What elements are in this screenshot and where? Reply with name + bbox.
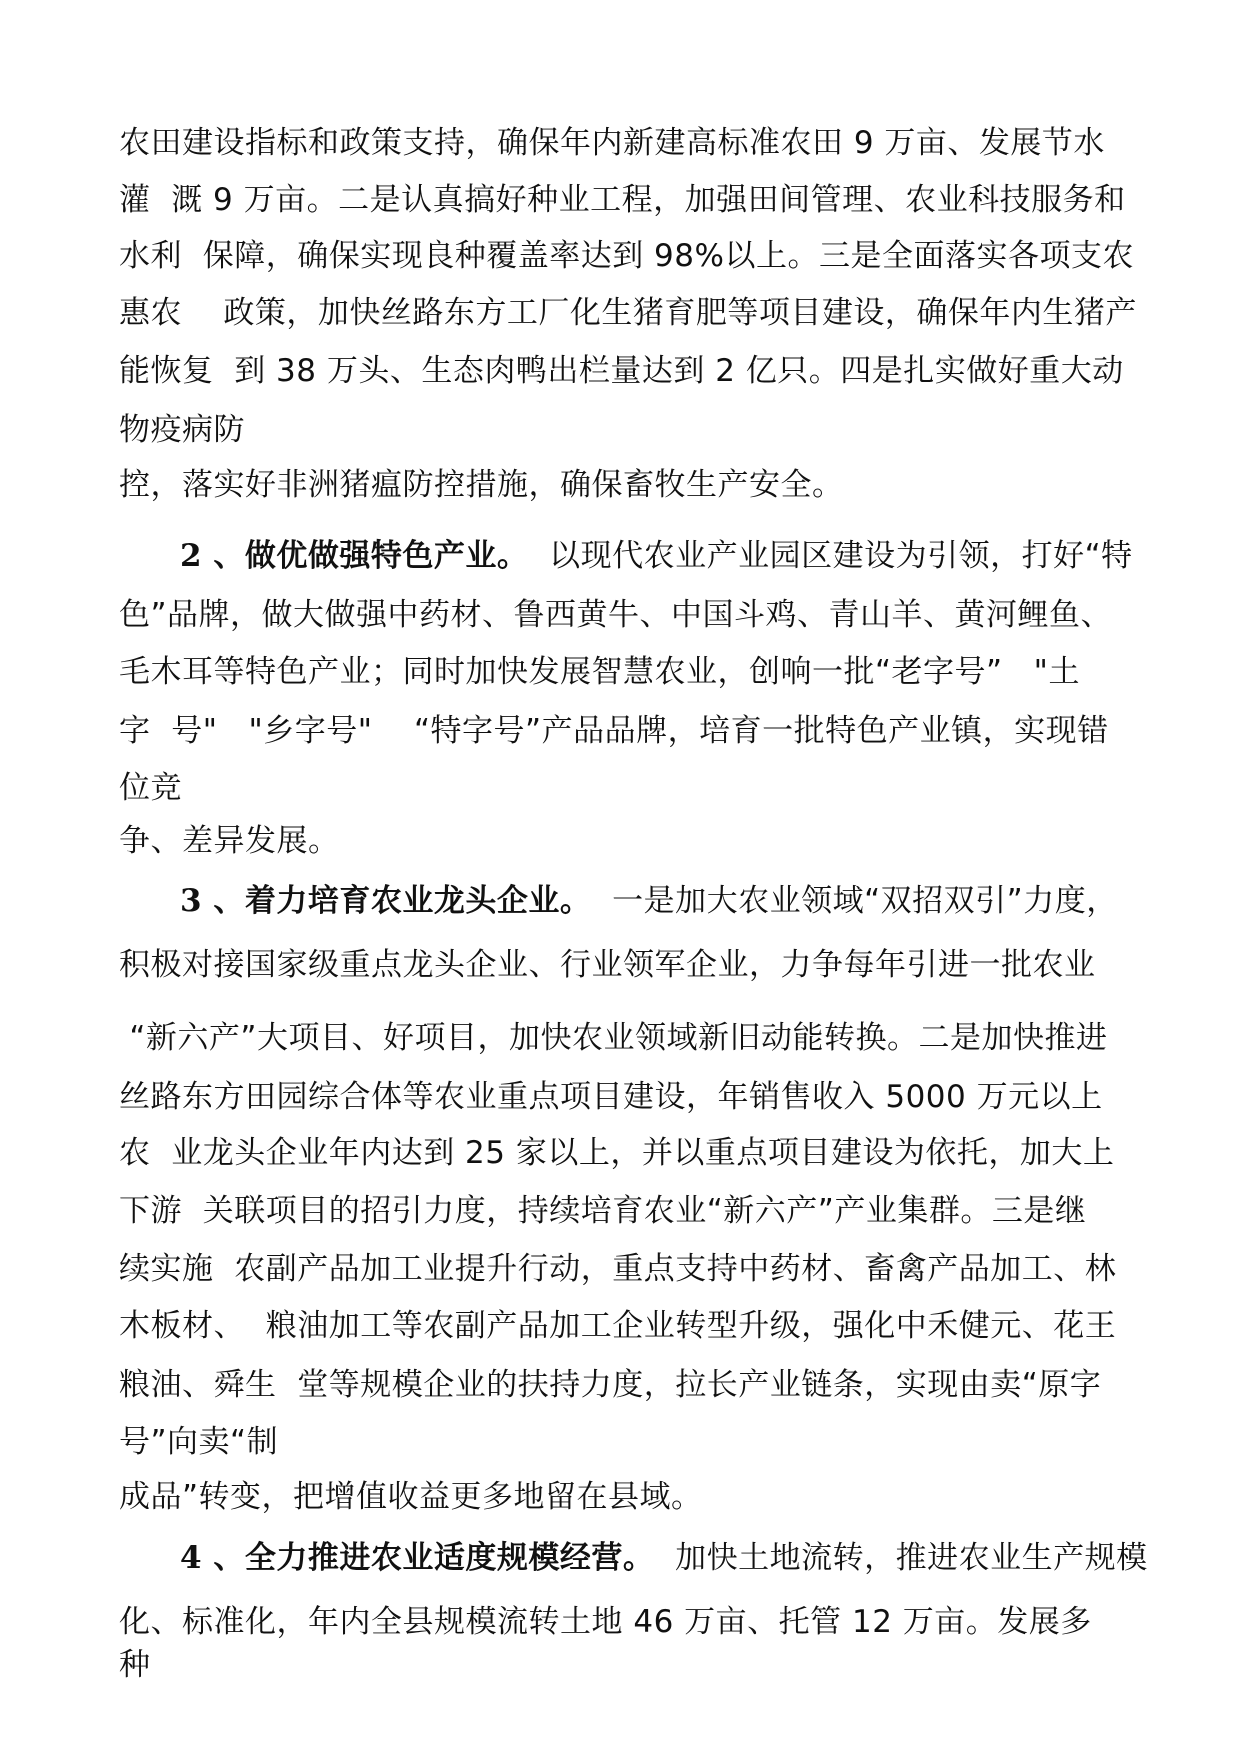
text-line: 色”品牌，做大做强中药材、鲁西黄牛、中国斗鸡、青山羊、黄河鲤鱼、: [119, 597, 1113, 633]
text-line: 争、差异发展。: [119, 823, 340, 859]
text-line: 木板材、 粮油加工等农副产品加工企业转型升级，强化中禾健元、花王: [119, 1308, 1117, 1344]
text-line: 下游 关联项目的招引力度，持续培育农业“新六产”产业集群。三是继: [119, 1193, 1087, 1229]
text-line: 物疫病防: [119, 412, 245, 448]
section-heading: 4 、全力推进农业适度规模经营。: [180, 1540, 655, 1576]
text-line: 丝路东方田园综合体等农业重点项目建设，年销售收入 5000 万元以上: [119, 1079, 1103, 1115]
paragraph-text: 加快土地流转，推进农业生产规模: [654, 1540, 1148, 1576]
section-heading: 2 、做优做强特色产业。: [180, 538, 529, 574]
text-line: 位竞: [119, 770, 182, 806]
text-line: 控，落实好非洲猪瘟防控措施，确保畜牧生产安全。: [119, 467, 844, 503]
text-line: 水利 保障，确保实现良种覆盖率达到 98%以上。三是全面落实各项支农: [119, 238, 1134, 274]
text-line: 农 业龙头企业年内达到 25 家以上，并以重点项目建设为依托，加大上: [119, 1135, 1115, 1171]
text-line: 种: [119, 1647, 151, 1683]
text-line: 惠农 政策，加快丝路东方工厂化生猪育肥等项目建设，确保年内生猪产: [119, 295, 1137, 331]
text-line: 字 号" "乡字号" “特字号”产品品牌，培育一批特色产业镇，实现错: [119, 713, 1109, 749]
text-line: 能恢复 到 38 万头、生态肉鸭出栏量达到 2 亿只。四是扎实做好重大动: [119, 353, 1124, 389]
paragraph-text: 一是加大农业领域“双招双引”力度，: [591, 883, 1118, 919]
paragraph-first-line: [180, 1538, 1148, 1578]
text-line: 成品”转变，把增值收益更多地留在县域。: [119, 1479, 703, 1515]
text-line: 化、标准化，年内全县规模流转土地 46 万亩、托管 12 万亩。发展多: [119, 1604, 1092, 1640]
text-line: “新六产”大项目、好项目，加快农业领域新旧动能转换。二是加快推进: [119, 1020, 1108, 1056]
text-line: 灌 溉 9 万亩。二是认真搞好种业工程，加强田间管理、农业科技服务和: [119, 182, 1126, 218]
text-line: 毛木耳等特色产业；同时加快发展智慧农业，创响一批“老字号” "土: [119, 654, 1080, 690]
paragraph-text: 以现代农业产业园区建设为引领，打好“特: [528, 538, 1133, 574]
text-line: 号”向卖“制: [119, 1424, 279, 1460]
paragraph-first-line: [180, 536, 1133, 576]
text-line: 农田建设指标和政策支持，确保年内新建高标准农田 9 万亩、发展节水: [119, 125, 1105, 161]
section-heading: 3 、着力培育农业龙头企业。: [180, 883, 592, 919]
text-line: 积极对接国家级重点龙头企业、行业领军企业，力争每年引进一批农业: [119, 947, 1096, 983]
text-line: 续实施 农副产品加工业提升行动，重点支持中药材、畜禽产品加工、林: [119, 1251, 1117, 1287]
paragraph-first-line: [180, 881, 1118, 921]
text-line: 粮油、舜生 堂等规模企业的扶持力度，拉长产业链条，实现由卖“原字: [119, 1367, 1102, 1403]
